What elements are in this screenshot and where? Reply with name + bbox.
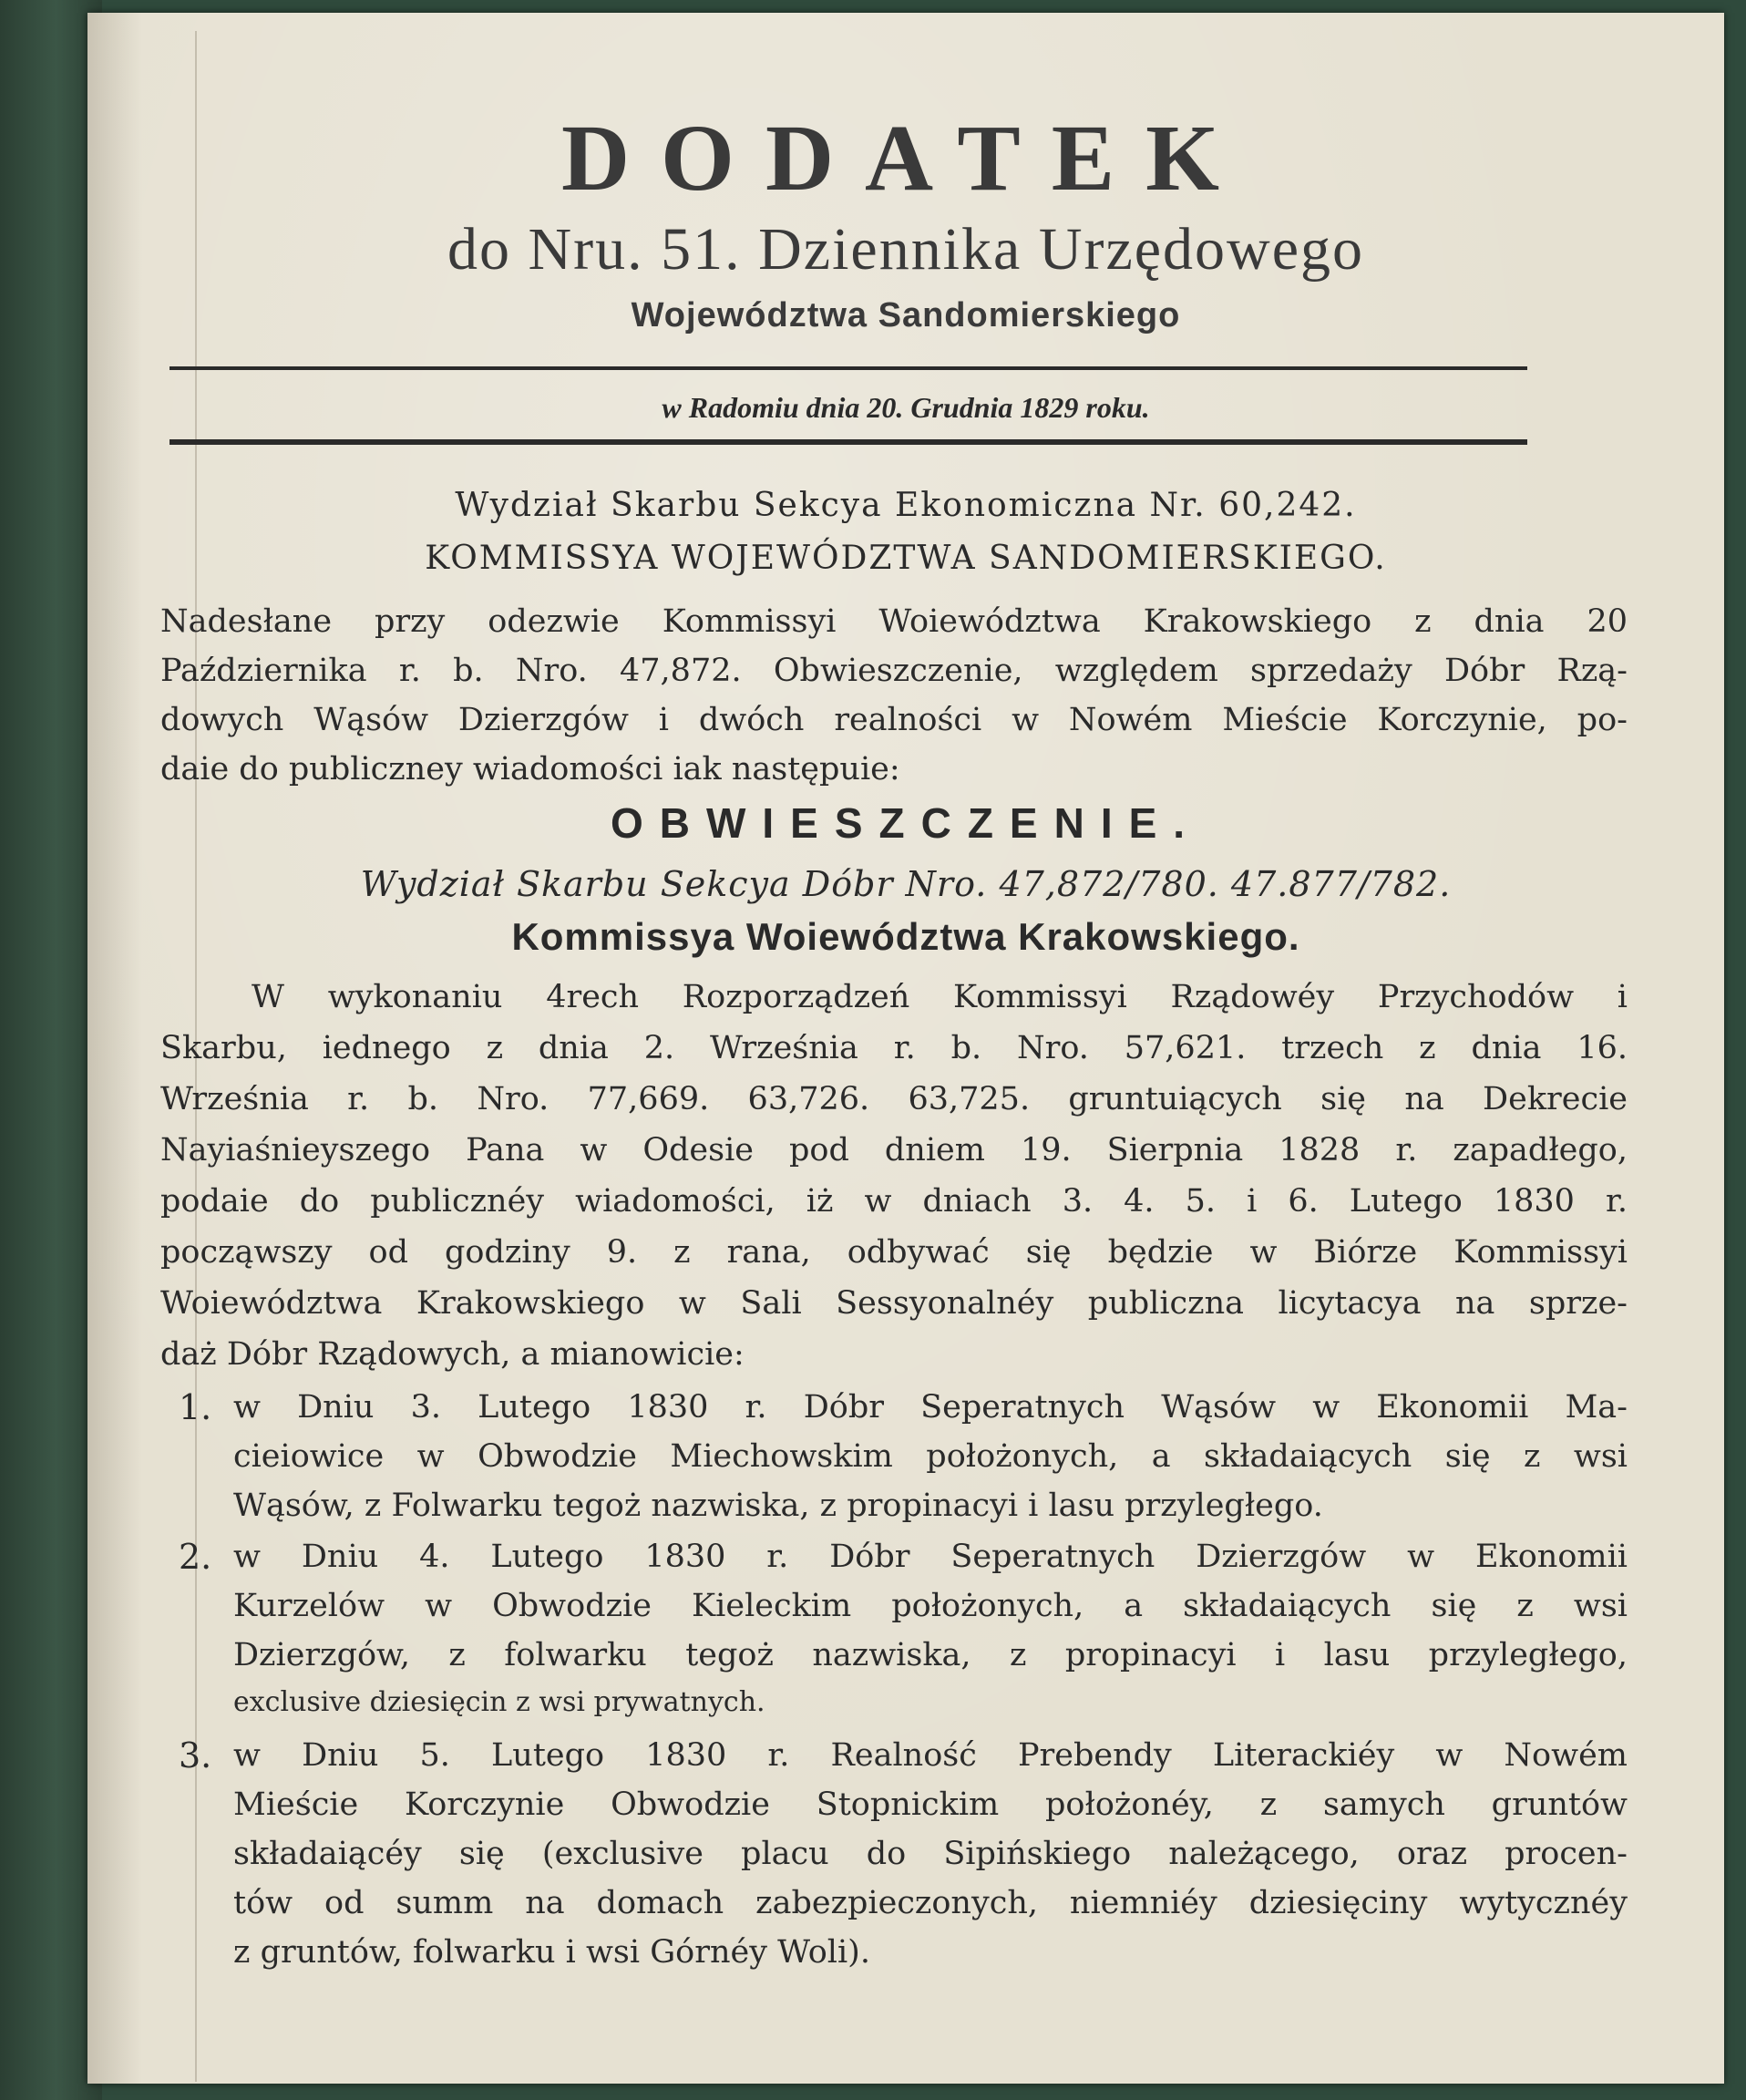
document-page [87,13,1724,2084]
document-subtitle: do Nru. 51. Dziennika Urzędowego [447,216,1365,283]
section1-line: dowych Wąsów Dzierzgów i dwóch realności w Nowém Mieście Korczynie, po- [160,702,1628,738]
section1-line: Października r. b. Nro. 47,872. Obwieszczenie, względem sprzedaży Dóbr Rzą- [160,653,1628,689]
item-line: składaiącéy się (exclusive placu do Sipińskiego należącego, oraz procen- [233,1836,1628,1872]
notice-commission: Kommissya Woiewództwa Krakowskiego. [511,915,1300,958]
item-line: Wąsów, z Folwarku tegoż nazwiska, z propinacyi i lasu przyległego. [233,1488,1323,1524]
section1-commission: KOMMISSYA WOJEWÓDZTWA SANDOMIERSKIEGO. [425,540,1387,577]
notice-line: począwszy od godziny 9. z rana, odbywać się będzie w Biórze Kommissyi [160,1234,1628,1271]
notice-line: Nayiaśnieyszego Pana w Odesie pod dniem 19. Sierpnia 1828 r. zapadłego, [160,1132,1628,1168]
item-line: tów od summ na domach zabezpieczonych, niemniéy dziesięciny wytycznéy [233,1885,1628,1921]
notice-line: Września r. b. Nro. 77,669. 63,726. 63,725. gruntuiących się na Dekrecie [160,1081,1628,1117]
item-line: cieiowice w Obwodzie Miechowskim położonych, a składaiących się z wsi [233,1438,1628,1475]
item-number: 1. [179,1387,212,1427]
notice-title: OBWIESZCZENIE. [610,799,1202,847]
notice-line: daż Dóbr Rządowych, a mianowicie: [160,1336,745,1373]
item-line: w Dniu 5. Lutego 1830 r. Realność Prebendy Literackiéy w Nowém [233,1737,1628,1774]
item-line: Dzierzgów, z folwarku tegoż nazwiska, z propinacyi i lasu przyległego, [233,1637,1628,1673]
section1-line: Nadesłane przy odezwie Kommissyi Woiewództwa Krakowskiego z dnia 20 [160,603,1628,640]
section1-dept: Wydział Skarbu Sekcya Ekonomiczna Nr. 60,242. [455,487,1357,524]
header-rule-bottom [169,439,1527,445]
item-line: Mieście Korczynie Obwodzie Stopnickim położonéy, z samych gruntów [233,1786,1628,1823]
notice-line: W wykonaniu 4rech Rozporządzeń Kommissyi Rządowéy Przychodów i [252,979,1628,1015]
header-rule-top [169,366,1527,370]
notice-line: Woiewództwa Krakowskiego w Sali Sessyonalnéy publiczna licytacya na sprze- [160,1285,1628,1322]
notice-line: Skarbu, iednego z dnia 2. Września r. b. Nro. 57,621. trzech z dnia 16. [160,1030,1628,1066]
section1-line: daie do publiczney wiadomości iak następuie: [160,751,900,788]
item-line: exclusive dziesięcin z wsi prywatnych. [233,1686,765,1718]
item-line: w Dniu 3. Lutego 1830 r. Dóbr Seperatnych Wąsów w Ekonomii Ma- [233,1389,1628,1426]
item-number: 2. [179,1537,212,1577]
notice-dept: Wydział Skarbu Sekcya Dóbr Nro. 47,872/780. 47.877/782. [360,864,1452,904]
notice-line: podaie do publicznéy wiadomości, iż w dniach 3. 4. 5. i 6. Lutego 1830 r. [160,1183,1628,1220]
item-line: w Dniu 4. Lutego 1830 r. Dóbr Seperatnych Dzierzgów w Ekonomii [233,1539,1628,1575]
item-line: z gruntów, folwarku i wsi Górnéy Woli). [233,1934,870,1971]
item-number: 3. [179,1735,212,1776]
document-subtitle-region: Województwa Sandomierskiego [631,296,1181,335]
item-line: Kurzelów w Obwodzie Kieleckim położonych, a składaiących się z wsi [233,1588,1628,1624]
document-title: DODATEK [560,106,1251,211]
dateline: w Radomiu dnia 20. Grudnia 1829 roku. [662,391,1150,424]
